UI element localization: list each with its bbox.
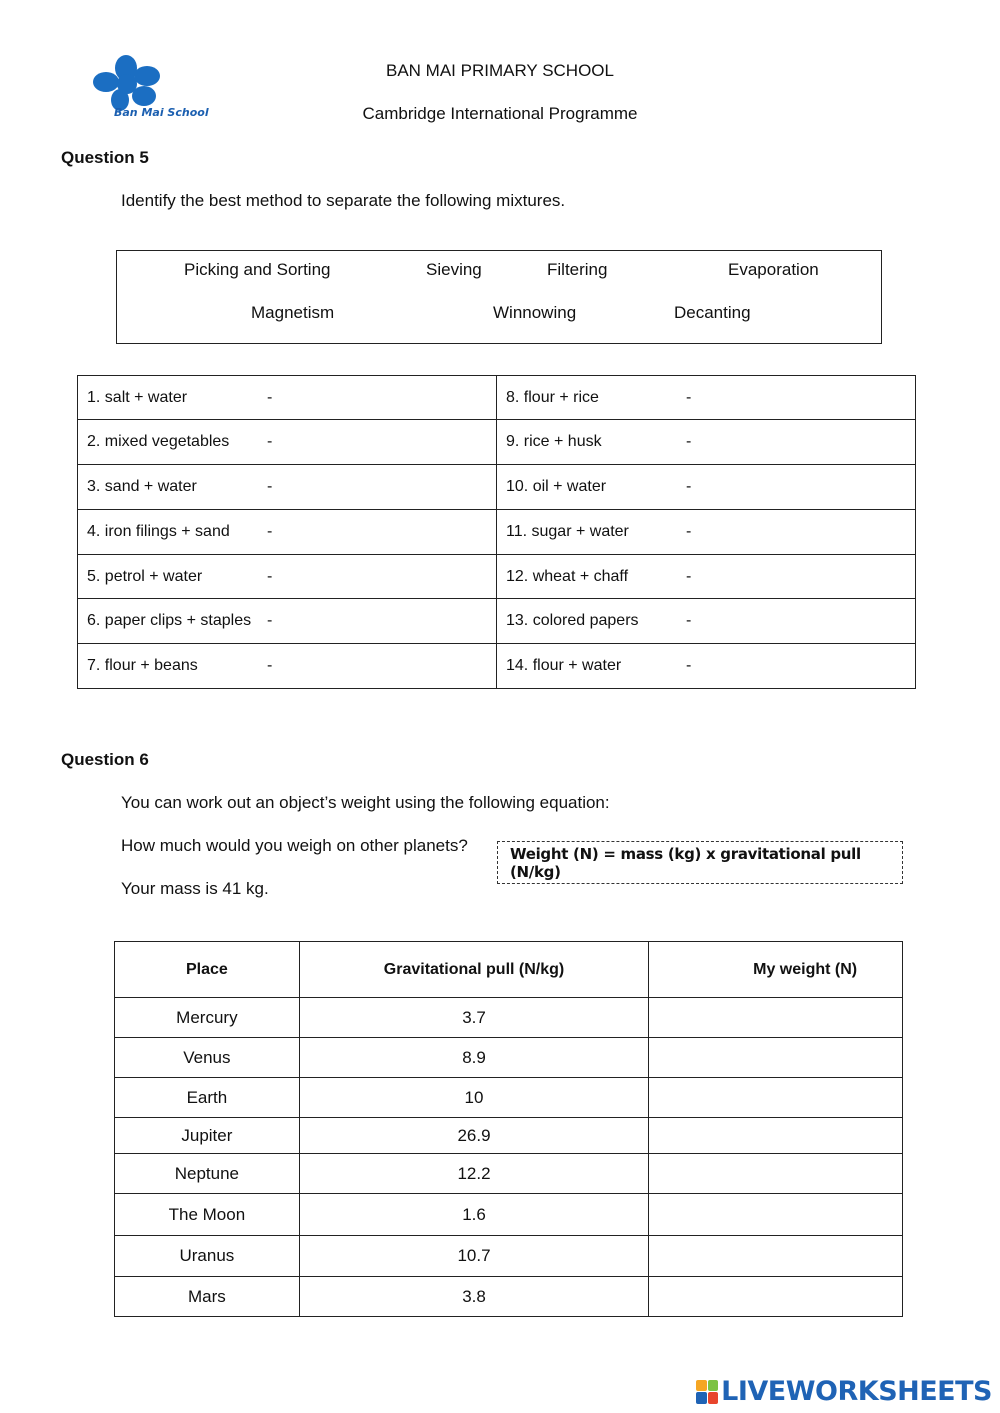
method-magnetism: Magnetism	[251, 303, 335, 322]
method-winnowing: Winnowing	[493, 303, 577, 322]
table-row	[78, 644, 916, 689]
gravitational-pull-value: 8.9	[299, 1038, 649, 1078]
gravitational-pull-value: 3.8	[299, 1277, 649, 1317]
my-weight-input[interactable]	[649, 1277, 903, 1317]
table-row	[115, 1277, 903, 1317]
mixture-label: 5. petrol + water	[87, 567, 203, 585]
method-picking-sorting: Picking and Sorting	[184, 260, 331, 279]
mixture-label: 3. sand + water	[87, 478, 197, 495]
question-6-question: How much would you weigh on other planets?	[121, 836, 468, 855]
mixture-label: 9. rice + husk	[506, 433, 602, 450]
planet-name: Mars	[115, 1277, 300, 1317]
weight-equation: Weight (N) = mass (kg) x gravitational pull (N/kg)	[510, 844, 861, 881]
answer-blank[interactable]: -	[686, 612, 692, 629]
table-row	[78, 465, 916, 510]
table-row	[115, 1118, 903, 1154]
mixture-label: 7. flour + beans	[87, 657, 198, 674]
answer-blank[interactable]: -	[267, 567, 273, 585]
table-row	[78, 555, 916, 599]
table-row	[78, 376, 916, 420]
table-row	[115, 1078, 903, 1118]
mixture-cell	[78, 465, 497, 510]
answer-blank[interactable]: -	[267, 657, 273, 674]
mixture-label: 4. iron filings + sand	[87, 523, 230, 540]
mixture-cell	[497, 644, 916, 689]
mass-statement: Your mass is 41 kg.	[121, 879, 269, 898]
school-name: BAN MAI PRIMARY SCHOOL	[386, 61, 614, 80]
table-row	[115, 1038, 903, 1078]
gravitational-pull-value: 3.7	[299, 998, 649, 1038]
mixture-cell	[78, 599, 497, 644]
answer-blank[interactable]: -	[686, 657, 692, 674]
mixture-cell	[497, 465, 916, 510]
table-row	[115, 1194, 903, 1236]
mixture-label: 11. sugar + water	[506, 523, 629, 540]
planet-name: The Moon	[115, 1194, 300, 1236]
mixture-cell	[78, 510, 497, 555]
mixture-cell	[78, 644, 497, 689]
my-weight-input[interactable]	[649, 1078, 903, 1118]
mixture-cell	[497, 510, 916, 555]
my-weight-input[interactable]	[649, 1236, 903, 1277]
my-weight-input[interactable]	[649, 1154, 903, 1194]
method-sieving: Sieving	[426, 260, 482, 279]
mixture-label: 13. colored papers	[506, 612, 639, 629]
answer-blank[interactable]: -	[686, 388, 692, 406]
planet-weight-table	[114, 941, 903, 1317]
answer-blank[interactable]: -	[686, 478, 692, 495]
method-decanting: Decanting	[674, 303, 751, 322]
answer-blank[interactable]: -	[686, 567, 692, 585]
programme-title: Cambridge International Programme	[362, 104, 638, 123]
table-row	[115, 1236, 903, 1277]
separation-methods-box	[116, 250, 882, 344]
gravitational-pull-value: 10.7	[299, 1236, 649, 1277]
answer-blank[interactable]: -	[267, 433, 273, 450]
liveworksheets-watermark	[696, 1376, 992, 1407]
question-6-intro: You can work out an object’s weight using the following equation:	[121, 793, 610, 812]
mixture-cell	[497, 420, 916, 465]
header-gravitational-pull: Gravitational pull (N/kg)	[299, 942, 649, 998]
mixture-cell	[497, 376, 916, 420]
method-filtering: Filtering	[547, 260, 608, 279]
logo-text: Ban Mai School	[114, 106, 209, 119]
gravitational-pull-value: 12.2	[299, 1154, 649, 1194]
mixture-cell	[497, 599, 916, 644]
mixture-label: 12. wheat + chaff	[506, 567, 629, 585]
planet-name: Jupiter	[115, 1118, 300, 1154]
question-6-heading: Question 6	[61, 750, 149, 769]
my-weight-input[interactable]	[649, 998, 903, 1038]
gravitational-pull-value: 10	[299, 1078, 649, 1118]
my-weight-input[interactable]	[649, 1118, 903, 1154]
mixture-label: 14. flour + water	[506, 657, 622, 674]
planet-name: Venus	[115, 1038, 300, 1078]
mixture-cell	[78, 420, 497, 465]
method-evaporation: Evaporation	[728, 260, 819, 279]
mixture-label: 8. flour + rice	[506, 388, 599, 406]
planet-name: Uranus	[115, 1236, 300, 1277]
gravitational-pull-value: 1.6	[299, 1194, 649, 1236]
answer-blank[interactable]: -	[267, 612, 273, 629]
header-my-weight: My weight (N)	[649, 942, 903, 998]
planet-name: Earth	[115, 1078, 300, 1118]
my-weight-input[interactable]	[649, 1038, 903, 1078]
mixture-cell	[78, 376, 497, 420]
weight-equation-box	[497, 841, 903, 884]
answer-blank[interactable]: -	[267, 478, 273, 495]
my-weight-input[interactable]	[649, 1194, 903, 1236]
mixture-label: 2. mixed vegetables	[87, 433, 230, 450]
mixture-label: 10. oil + water	[506, 478, 607, 495]
mixtures-table	[77, 375, 916, 689]
table-row	[78, 510, 916, 555]
table-row	[115, 998, 903, 1038]
mixture-label: 1. salt + water	[87, 388, 188, 406]
header-place: Place	[115, 942, 300, 998]
answer-blank[interactable]: -	[267, 523, 273, 540]
liveworksheets-logo-icon	[696, 1380, 718, 1404]
table-row	[78, 599, 916, 644]
question-5-instruction: Identify the best method to separate the following mixtures.	[121, 191, 566, 210]
answer-blank[interactable]: -	[686, 523, 692, 540]
mixture-label: 6. paper clips + staples	[87, 612, 252, 629]
watermark-text: LIVEWORKSHEETS	[721, 1376, 992, 1407]
table-row	[78, 420, 916, 465]
planet-name: Neptune	[115, 1154, 300, 1194]
mixture-cell	[497, 555, 916, 599]
answer-blank[interactable]: -	[267, 388, 273, 406]
gravitational-pull-value: 26.9	[299, 1118, 649, 1154]
table-row	[115, 1154, 903, 1194]
question-5-heading: Question 5	[61, 148, 149, 167]
planet-name: Mercury	[115, 998, 300, 1038]
mixture-cell	[78, 555, 497, 599]
answer-blank[interactable]: -	[686, 433, 692, 450]
